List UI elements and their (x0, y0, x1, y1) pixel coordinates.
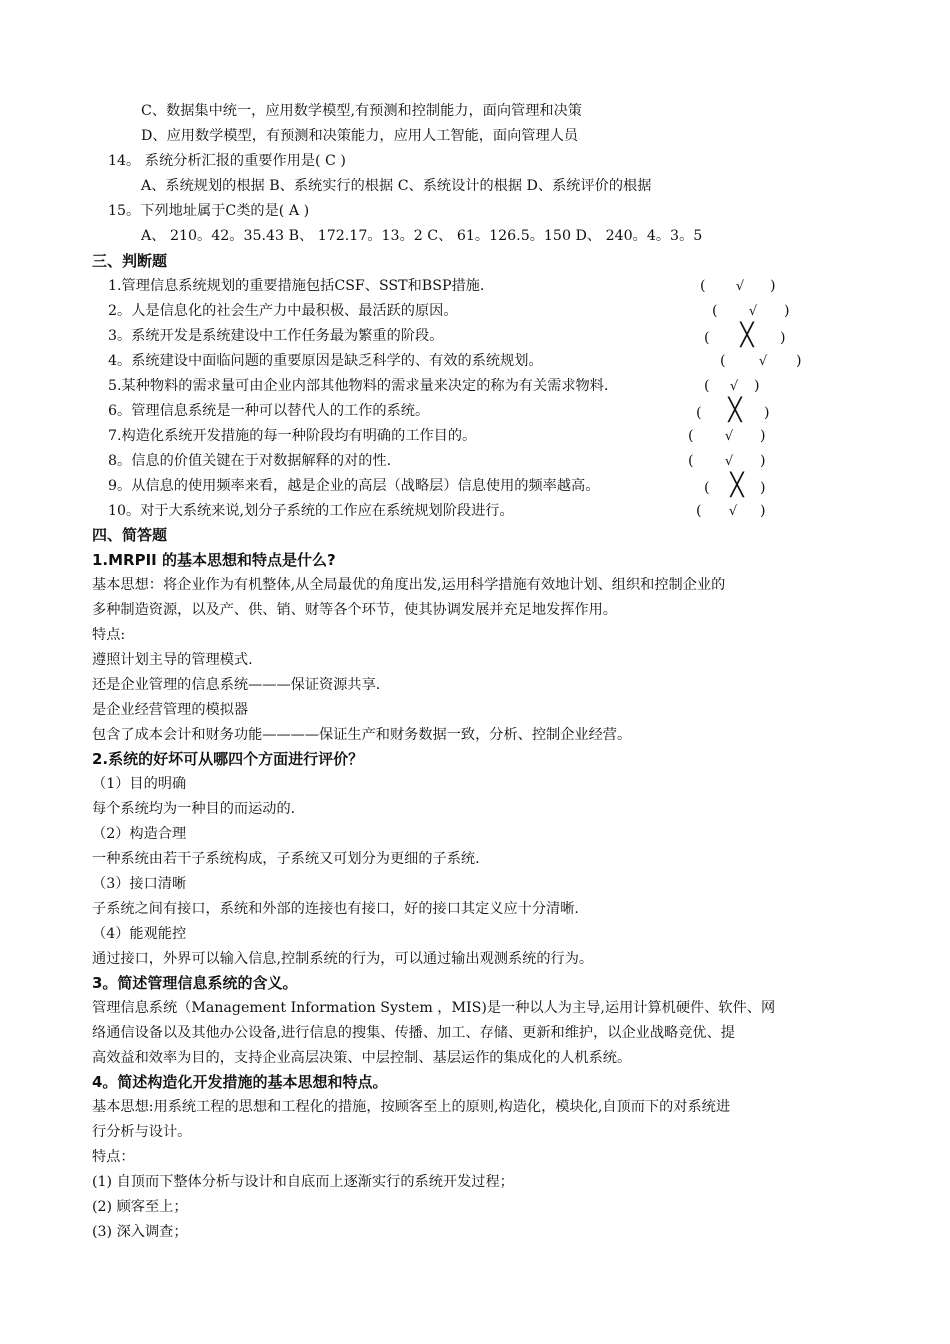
q2-aspect-4: （4）能观能控 (92, 926, 187, 942)
question-title-2: 2.系统的好坏可从哪四个方面进行评价？ (92, 750, 364, 768)
q3-line-2: 络通信设备以及其他办公设备,进行信息的搜集、传播、加工、存储、更新和维护，以企业战略竞优、提 (92, 1025, 735, 1041)
check-mark-icon: √ (735, 279, 745, 294)
judgment-item-7: 7.构造化系统开发措施的每一种阶段均有明确的工作目的。 (108, 428, 477, 444)
q4-line-1: 基本思想:用系统工程的思想和工程化的措施，按顾客至上的原则,构造化，模块化,自顶而下的对系统进 (92, 1099, 731, 1115)
judgment-item-6: 6。管理信息系统是一种可以替代人的工作的系统。 (108, 403, 430, 419)
q3-line-1: 管理信息系统（Management Information System ，MIS)是一种以人为主导,运用计算机硬件、软件、网 (92, 1000, 776, 1016)
answer-mark-6: ( ╳ ) (696, 398, 770, 423)
q1-feature-4: 包含了成本会计和财务功能————保证生产和财务数据一致，分析、控制企业经营。 (92, 727, 632, 743)
judgment-item-4: 4。系统建设中面临问题的重要原因是缺乏科学的、有效的系统规划。 (108, 353, 543, 369)
question-15-options: A、 210。42。35.43 B、 172.17。13。2 C、 61。126.5。150 D、 240。4。3。5 (141, 228, 703, 244)
q4-point-2: (2) 顾客至上； (92, 1199, 188, 1215)
option-c-line: C、数据集中统一，应用数学模型,有预测和控制能力，面向管理和决策 (141, 103, 582, 119)
answer-mark-2: ( √ ) (712, 301, 794, 322)
q2-aspect-4-desc: 通过接口，外界可以输入信息,控制系统的行为，可以通过输出观测系统的行为。 (92, 951, 594, 967)
q2-aspect-3: （3）接口清晰 (92, 876, 187, 892)
option-d-line: D、应用数学模型，有预测和决策能力，应用人工智能，面向管理人员 (141, 128, 579, 144)
q1-body-line-1: 基本思想：将企业作为有机整体,从全局最优的角度出发,运用科学措施有效地计划、组织和控制企业的 (92, 577, 726, 593)
question-title-1: 1.MRPII 的基本思想和特点是什么? (92, 551, 336, 569)
question-14: 14。 系统分析汇报的重要作用是( C ) (108, 153, 346, 169)
question-title-3: 3。简述管理信息系统的含义。 (92, 974, 298, 992)
question-title-4: 4。简述构造化开发措施的基本思想和特点。 (92, 1073, 388, 1091)
q4-point-3: (3) 深入调查； (92, 1224, 188, 1240)
q3-line-3: 高效益和效率为目的，支持企业高层决策、中层控制、基层运作的集成化的人机系统。 (92, 1050, 632, 1066)
section-title-judgment: 三、判断题 (92, 252, 168, 270)
check-mark-icon: √ (724, 429, 734, 444)
q2-aspect-2: （2）构造合理 (92, 826, 187, 842)
answer-mark-4: ( √ ) (720, 351, 806, 372)
answer-mark-8: ( √ ) (688, 451, 770, 472)
answer-mark-1: ( √ ) (700, 276, 780, 297)
q2-aspect-3-desc: 子系统之间有接口，系统和外部的连接也有接口，好的接口其定义应十分清晰. (92, 901, 579, 917)
answer-mark-9: ( ╳ ) (704, 473, 766, 498)
answer-mark-5: ( √ ) (704, 376, 764, 397)
q2-aspect-1-desc: 每个系统均为一种目的而运动的. (92, 801, 296, 817)
question-15: 15。下列地址属于C类的是( A ) (108, 203, 310, 219)
check-mark-icon: √ (728, 504, 738, 519)
judgment-item-9: 9。从信息的使用频率来看，越是企业的高层（战略层）信息使用的频率越高。 (108, 478, 600, 494)
answer-mark-7: ( √ ) (688, 426, 770, 447)
q2-aspect-1: （1）目的明确 (92, 776, 187, 792)
q1-feature-2: 还是企业管理的信息系统———保证资源共享. (92, 677, 381, 693)
q4-line-2: 行分析与设计。 (92, 1124, 192, 1140)
answer-mark-10: ( √ ) (696, 501, 770, 522)
check-mark-icon: √ (724, 454, 734, 469)
check-mark-icon: √ (729, 379, 739, 394)
check-mark-icon: √ (748, 304, 758, 319)
q1-feature-3: 是企业经营管理的模拟器 (92, 702, 249, 718)
q1-features-label: 特点: (92, 627, 126, 643)
cross-mark-icon: ╳ (740, 323, 754, 348)
q2-aspect-2-desc: 一种系统由若干子系统构成，子系统又可划分为更细的子系统. (92, 851, 480, 867)
judgment-item-2: 2。人是信息化的社会生产力中最积极、最活跃的原因。 (108, 303, 458, 319)
check-mark-icon: √ (758, 354, 768, 369)
q4-features-label: 特点： (92, 1149, 135, 1165)
judgment-item-8: 8。信息的价值关键在于对数据解释的对的性. (108, 453, 392, 469)
answer-mark-3: ( ╳ ) (704, 323, 786, 348)
question-14-options: A、系统规划的根据 B、系统实行的根据 C、系统设计的根据 D、系统评价的根据 (141, 178, 652, 194)
q4-point-1: (1) 自顶而下整体分析与设计和自底而上逐渐实行的系统开发过程； (92, 1174, 514, 1190)
judgment-item-3: 3。系统开发是系统建设中工作任务最为繁重的阶段。 (108, 328, 444, 344)
q1-feature-1: 遵照计划主导的管理模式. (92, 652, 253, 668)
judgment-item-1: 1.管理信息系统规划的重要措施包括CSF、SST和BSP措施. (108, 278, 485, 294)
judgment-item-10: 10。对于大系统来说,划分子系统的工作应在系统规划阶段进行。 (108, 503, 514, 519)
cross-mark-icon: ╳ (730, 473, 744, 498)
judgment-item-5: 5.某种物料的需求量可由企业内部其他物料的需求量来决定的称为有关需求物料. (108, 378, 609, 394)
cross-mark-icon: ╳ (728, 398, 742, 423)
section-title-short-answer: 四、简答题 (92, 526, 168, 544)
q1-body-line-2: 多种制造资源，以及产、供、销、财等各个环节，使其协调发展并充足地发挥作用。 (92, 602, 617, 618)
